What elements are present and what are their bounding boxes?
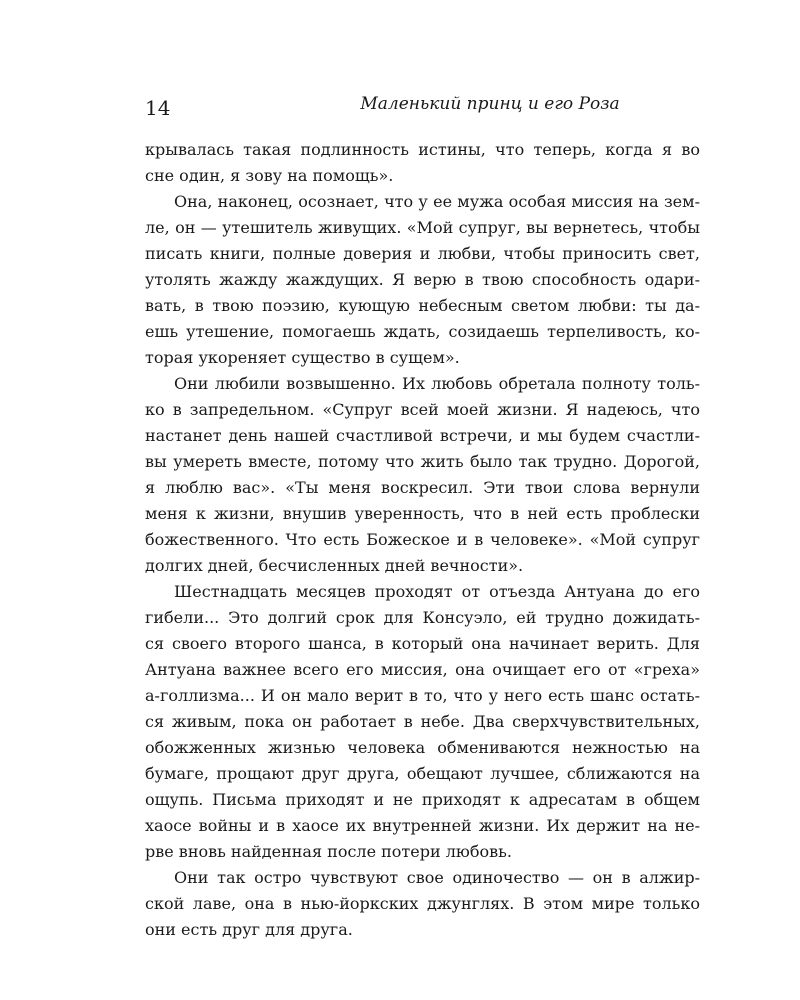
text-line: рве вновь найденная после потери любовь. — [145, 842, 512, 861]
text-line: ко в запредельном. «Супруг всей моей жизни. Я надеюсь, что — [145, 400, 700, 419]
text-line: торая укореняет существо в сущем». — [145, 348, 460, 367]
text-line: сне один, я зову на помощь». — [145, 166, 394, 185]
text-line: хаосе войны и в хаосе их внутренней жизни. Их держит на не- — [145, 816, 700, 835]
text-line: ле, он — утешитель живущих. «Мой супруг, вы вернетесь, чтобы — [145, 218, 700, 237]
page-number: 14 — [145, 96, 171, 120]
text-line: божественного. Что есть Божеское и в человеке». «Мой супруг — [145, 530, 700, 549]
text-line: меня к жизни, внушив уверенность, что в ней есть проблески — [145, 504, 700, 523]
text-line: Они так остро чувствуют свое одиночество — он в алжир- — [174, 868, 700, 887]
text-line: ешь утешение, помогаешь ждать, созидаешь терпеливость, ко- — [145, 322, 700, 341]
text-line: ся своего второго шанса, в который она начинает верить. Для — [145, 634, 700, 653]
text-line: ской лаве, она в нью-йоркских джунглях. В этом мире только — [145, 894, 700, 913]
running-head-title: Маленький принц и его Роза — [360, 94, 620, 114]
text-line: ся живым, пока он работает в небе. Два сверхчувствительных, — [145, 712, 700, 731]
text-line: Шестнадцать месяцев проходят от отъезда Антуана до его — [174, 582, 700, 601]
text-line: крывалась такая подлинность истины, что теперь, когда я во — [145, 140, 700, 159]
text-line: долгих дней, бесчисленных дней вечности». — [145, 556, 524, 575]
text-line: они есть друг для друга. — [145, 920, 353, 939]
text-line: Антуана важнее всего его миссия, она очищает его от «греха» — [145, 660, 700, 679]
text-line: настанет день нашей счастливой встречи, и мы будем счастли- — [145, 426, 700, 445]
body-text — [145, 137, 700, 943]
text-line: писать книги, полные доверия и любви, чтобы приносить свет, — [145, 244, 700, 263]
text-line: ощупь. Письма приходят и не приходят к адресатам в общем — [145, 790, 700, 809]
text-line: а-голлизма... И он мало верит в то, что у него есть шанс остать- — [145, 686, 700, 705]
text-line: Она, наконец, осознает, что у ее мужа особая миссия на зем- — [174, 192, 700, 211]
text-line: вать, в твою поэзию, кующую небесным светом любви: ты да- — [145, 296, 700, 315]
text-line: утолять жажду жаждущих. Я верю в твою способность одари- — [145, 270, 700, 289]
text-line: Они любили возвышенно. Их любовь обретала полноту толь- — [174, 374, 700, 393]
text-line: обожженных жизнью человека обмениваются нежностью на — [145, 738, 700, 757]
text-line: бумаге, прощают друг друга, обещают лучшее, сближаются на — [145, 764, 700, 783]
text-line: гибели... Это долгий срок для Консуэло, ей трудно дожидать- — [145, 608, 700, 627]
text-line: я люблю вас». «Ты меня воскресил. Эти твои слова вернули — [145, 478, 700, 497]
text-line: вы умереть вместе, потому что жить было так трудно. Дорогой, — [145, 452, 700, 471]
